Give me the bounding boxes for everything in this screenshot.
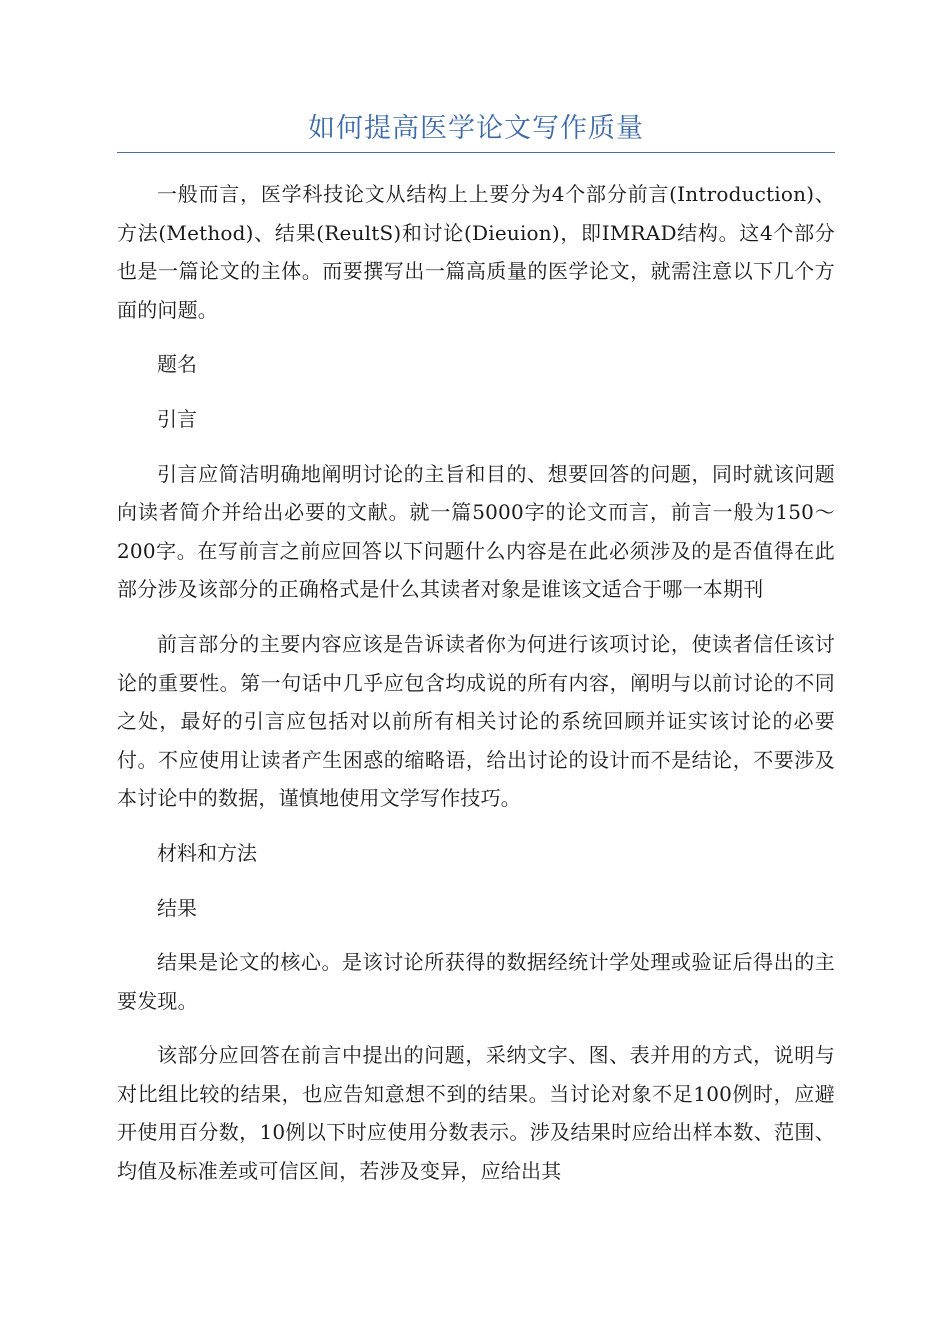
document-title: 如何提高医学论文写作质量 (308, 113, 644, 144)
paragraph-results-2: 该部分应回答在前言中提出的问题，采纳文字、图、表并用的方式，说明与对比组比较的结果，也应告知意想不到的结果。当讨论对象不足100例时，应避开使用百分数，10例以下时应使用分数表示。涉及结果时应给出样本数、范围、均值及标准差或可信区间，若涉及变异，应给出其 (117, 1043, 835, 1184)
section-heading-methods: 材料和方法 (157, 840, 257, 865)
paragraph-introduction-2: 前言部分的主要内容应该是告诉读者你为何进行该项讨论，使读者信任该讨论的重要性。第一句话中几乎应包含均成说的所有内容，阐明与以前讨论的不同之处，最好的引言应包括对以前所有相关讨论的系统回顾并证实该讨论的必要付。不应使用让读者产生困惑的缩略语，给出讨论的设计而不是结论，不要涉及本讨论中的数据，谨慎地使用文学写作技巧。 (117, 631, 835, 811)
section-heading-title: 题名 (157, 352, 197, 377)
title-block (117, 110, 835, 153)
paragraph-introduction-1: 引言应简洁明确地阐明讨论的主旨和目的、想要回答的问题，同时就该问题向读者简介并给出必要的文献。就一篇5000字的论文而言，前言一般为150～200字。在写前言之前应回答以下问题什么内容是在此必须涉及的是否值得在此部分涉及该部分的正确格式是什么其读者对象是谁该文适合于哪一本期刊 (117, 461, 835, 602)
section-heading-introduction: 引言 (157, 406, 197, 431)
paragraph-intro: 一般而言，医学科技论文从结构上上要分为4个部分前言(Introduction)、方法(Method)、结果(ReultS)和讨论(Dieuion)，即IMRAD结构。这4个部分也是一篇论文的主体。而要撰写出一篇高质量的医学论文，就需注意以下几个方面的问题。 (117, 182, 835, 322)
document-page (117, 110, 835, 1207)
document-body (117, 175, 835, 1191)
paragraph-results-1: 结果是论文的核心。是该讨论所获得的数据经统计学处理或验证后得出的主要发现。 (117, 950, 835, 1013)
section-heading-results: 结果 (157, 895, 197, 920)
